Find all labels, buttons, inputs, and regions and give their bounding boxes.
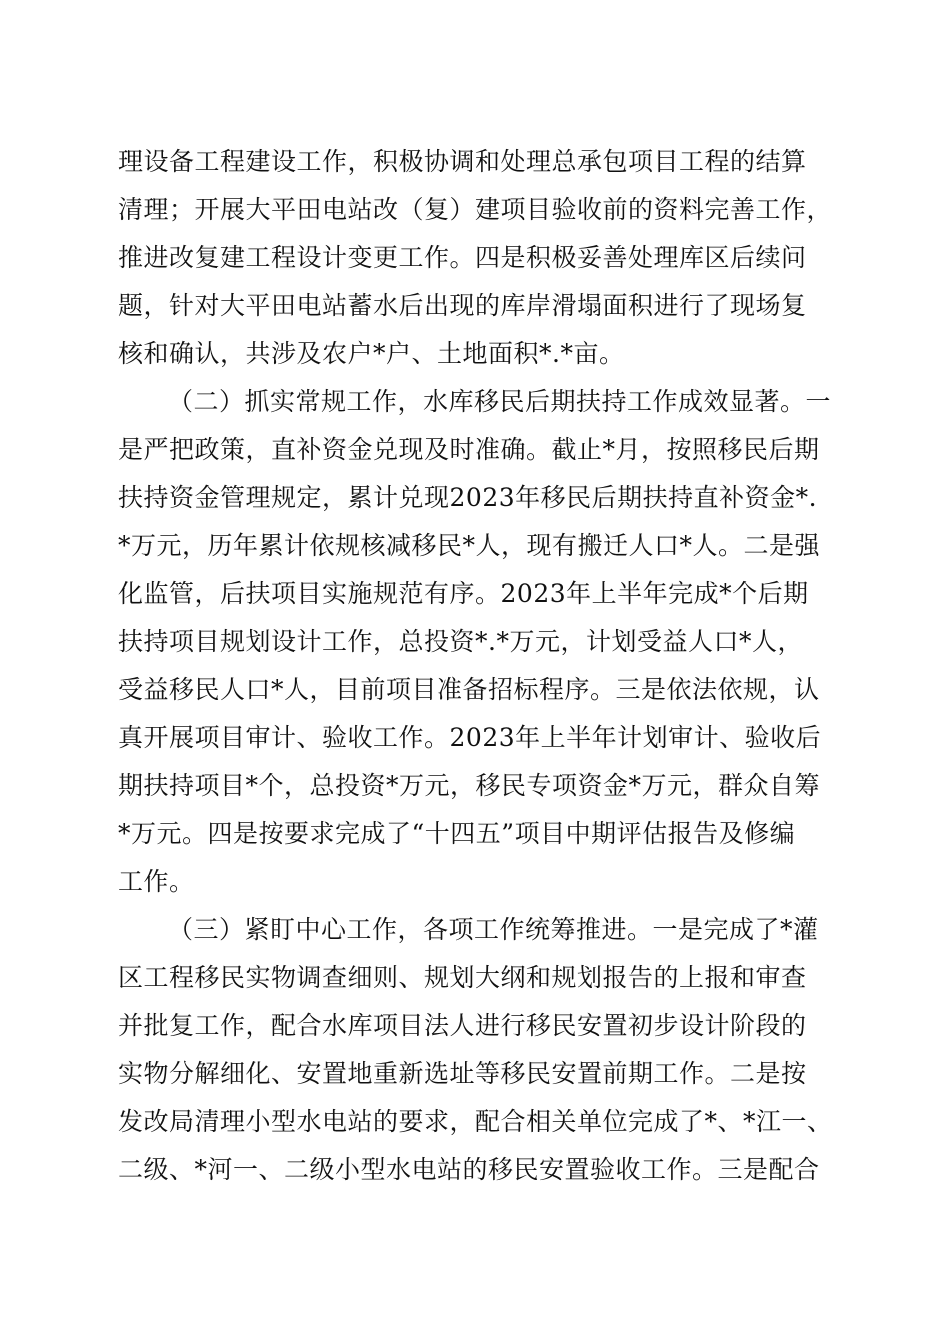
- text-line: 二级、*河一、二级小型水电站的移民安置验收工作。三是配合: [118, 1155, 820, 1184]
- text-line: 是严把政策，直补资金兑现及时准确。截止*月，按照移民后期: [118, 435, 820, 464]
- text-line: 工作。: [118, 867, 195, 896]
- section-heading-line: （二）抓实常规工作，水库移民后期扶持工作成效显著。一: [168, 387, 832, 416]
- text-line: 理设备工程建设工作，积极协调和处理总承包项目工程的结算: [118, 147, 807, 176]
- text-line: *万元，历年累计依规核减移民*人，现有搬迁人口*人。二是强: [118, 531, 821, 560]
- text-line: 期扶持项目*个，总投资*万元，移民专项资金*万元，群众自筹: [118, 771, 821, 800]
- text-line: 扶持资金管理规定，累计兑现2023年移民后期扶持直补资金*.: [118, 483, 818, 512]
- text-line: 区工程移民实物调查细则、规划大纲和规划报告的上报和审查: [118, 963, 807, 992]
- text-line: 发改局清理小型水电站的要求，配合相关单位完成了*、*江一、: [118, 1107, 833, 1136]
- text-line: 题，针对大平田电站蓄水后出现的库岸滑塌面积进行了现场复: [118, 291, 807, 320]
- text-line: 扶持项目规划设计工作，总投资*.*万元，计划受益人口*人，: [118, 627, 803, 656]
- text-line: 化监管，后扶项目实施规范有序。2023年上半年完成*个后期: [118, 579, 809, 608]
- text-line: 并批复工作，配合水库项目法人进行移民安置初步设计阶段的: [118, 1011, 807, 1040]
- text-line: 推进改复建工程设计变更工作。四是积极妥善处理库区后续问: [118, 243, 807, 272]
- text-line: 真开展项目审计、验收工作。2023年上半年计划审计、验收后: [118, 723, 822, 752]
- section-heading-line: （三）紧盯中心工作，各项工作统筹推进。一是完成了*灌: [168, 915, 819, 944]
- text-line: 清理；开展大平田电站改（复）建项目验收前的资料完善工作，: [118, 195, 833, 224]
- text-line: *万元。四是按要求完成了“十四五”项目中期评估报告及修编: [118, 819, 796, 848]
- text-line: 受益移民人口*人，目前项目准备招标程序。三是依法依规，认: [118, 675, 820, 704]
- text-line: 实物分解细化、安置地重新选址等移民安置前期工作。二是按: [118, 1059, 807, 1088]
- body-text: [118, 138, 838, 1194]
- text-line: 核和确认，共涉及农户*户、土地面积*.*亩。: [118, 339, 625, 368]
